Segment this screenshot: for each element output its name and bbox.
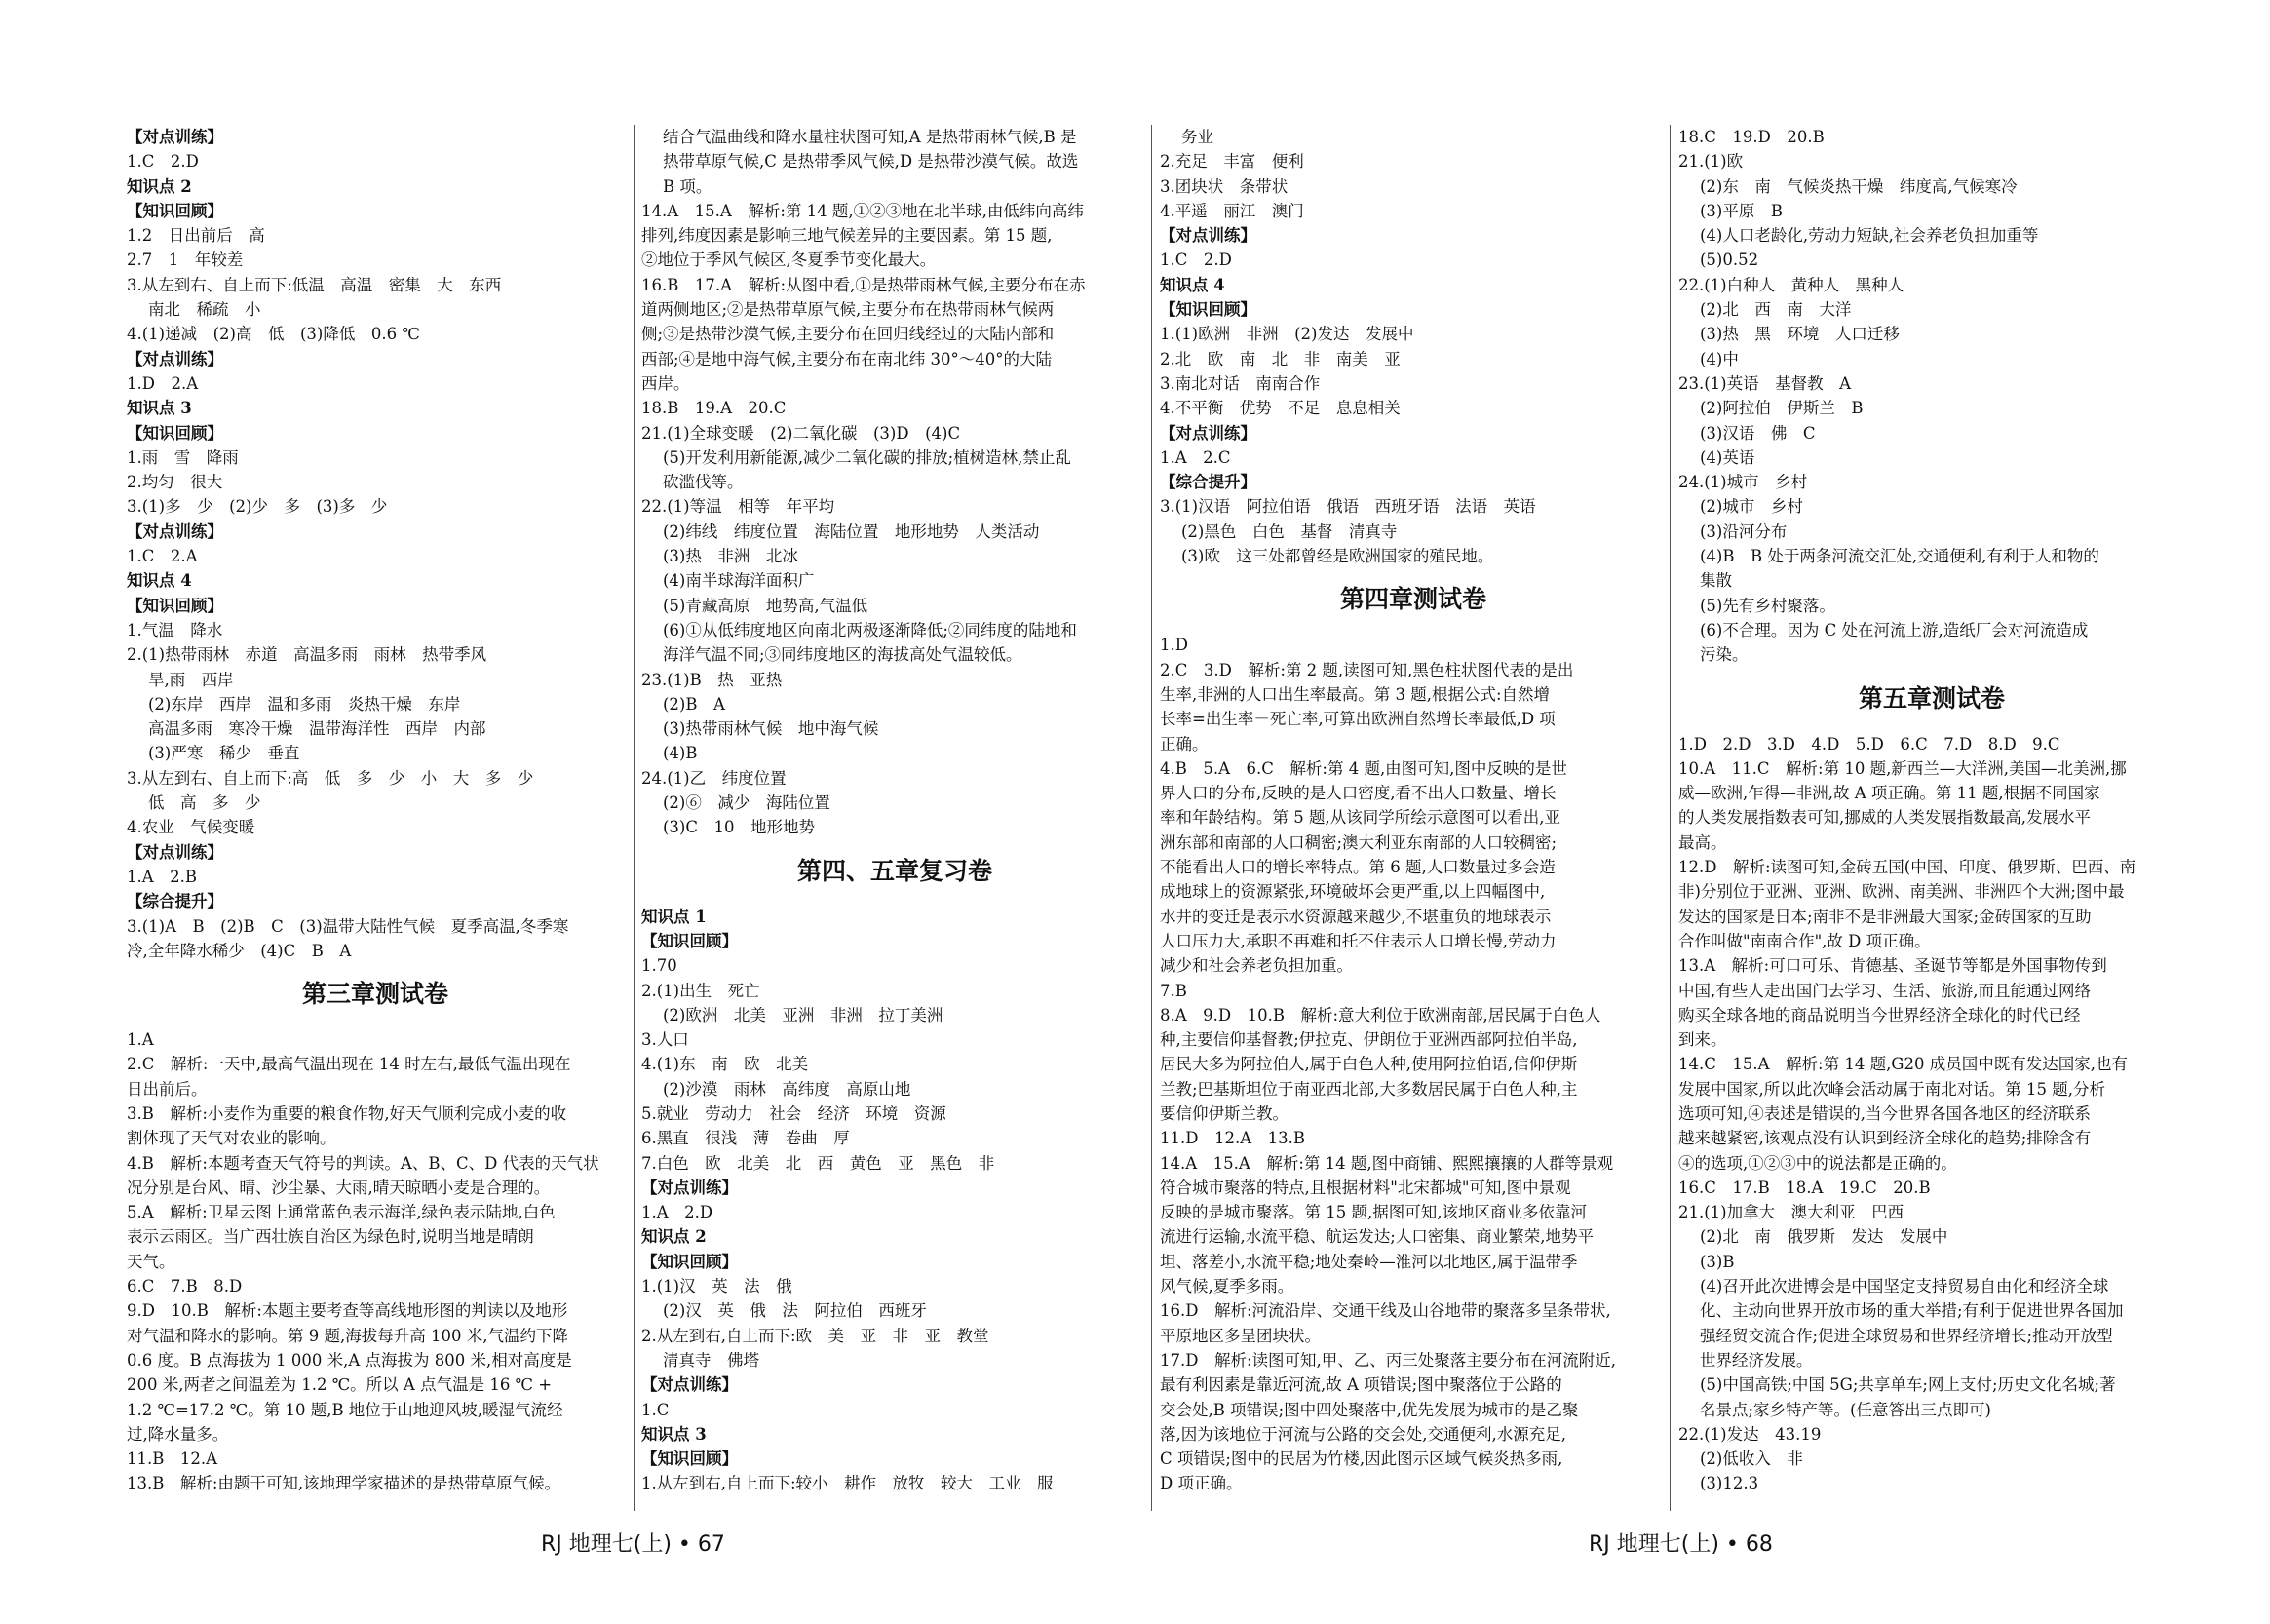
answer-line: 1.(1)汉 英 法 俄 [641,1277,792,1296]
answer-line: 2.7 1 年较差 [127,251,244,270]
section-tag: 【知识回顾】 [127,423,223,443]
answer-line: 24.(1)乙 纬度位置 [641,768,787,788]
answer-line: 化、主动向世界开放市场的重大举措;有利于促进世界各国加 [1700,1301,2124,1321]
section-tag: 【对点训练】 [641,1375,738,1395]
answer-line: 4.(1)递减 (2)高 低 (3)降低 0.6 ℃ [127,325,420,344]
answer-line: 13.A 解析:可口可乐、肯德基、圣诞节等都是外国事物传到 [1678,956,2107,976]
answer-line: 购买全球各地的商品说明当今世界经济全球化的时代已经 [1678,1005,2081,1025]
answer-line: 居民大多为阿拉伯人,属于白色人种,使用阿拉伯语,信仰伊斯 [1160,1055,1578,1074]
knowledge-point-label: 知识点 4 [127,571,192,591]
answer-line: 减少和社会养老负担加重。 [1160,956,1353,976]
answer-line: 16.B 17.A 解析:从图中看,①是热带雨林气候,主要分布在赤 [641,275,1086,294]
answer-line: 24.(1)城市 乡村 [1678,473,1808,492]
answer-line: (3)12.3 [1700,1474,1759,1493]
answer-line: 2.从左到右,自上而下:欧 美 亚 非 亚 教堂 [641,1326,989,1345]
answer-line: 1.D [1160,636,1188,655]
answer-line: 侧;③是热带沙漠气候,主要分布在回归线经过的大陆内部和 [641,325,1055,344]
answer-line: 16.D 解析:河流沿岸、交通干线及山谷地带的聚落多呈条带状, [1160,1301,1611,1321]
answer-line: 界人口的分布,反映的是人口密度,看不出人口数量、增长 [1160,784,1557,803]
answer-line: 0.6 度。B 点海拔为 1 000 米,A 点海拔为 800 米,相对高度是 [127,1350,572,1370]
answer-line: (4)B B 处于两条河流交汇处,交通便利,有利于人和物的 [1700,547,2099,566]
answer-line: 发达的国家是日本;南非不是非洲最大国家;金砖国家的互助 [1678,907,2092,926]
answer-line: 西部;④是地中海气候,主要分布在南北纬 30°～40°的大陆 [641,349,1053,368]
answer-line: ④的选项,①②③中的说法都是正确的。 [1678,1153,1957,1173]
answer-line: 率和年龄结构。第 5 题,从该同学所绘示意图可以看出,亚 [1160,808,1560,828]
knowledge-point-label: 知识点 4 [1160,275,1225,294]
section-tag: 【对点训练】 [1160,423,1256,443]
answer-line: (2)低收入 非 [1700,1450,1803,1469]
answer-line: 长率=出生率－死亡率,可算出欧洲自然增长率最低,D 项 [1160,710,1556,729]
knowledge-point-label: 知识点 1 [641,907,707,926]
answer-line: 21.(1)全球变暖 (2)二氧化碳 (3)D (4)C [641,423,961,443]
answer-line: 1.2 ℃=17.2 ℃。第 10 题,B 地位于山地迎风坡,暖湿气流经 [127,1400,563,1419]
answer-line: (3)热 黑 环境 人口迁移 [1700,325,1900,344]
answer-line: (2)欧洲 北美 亚洲 非洲 拉丁美洲 [663,1005,943,1025]
column-divider [1670,125,1671,1511]
answer-line: 越来越紧密,该观点没有认识到经济全球化的趋势;排除含有 [1678,1129,2092,1148]
answer-line: (2)北 西 南 大洋 [1700,300,1852,320]
answer-line: 22.(1)白种人 黄种人 黑种人 [1678,275,1904,294]
answer-line: (5)先有乡村聚落。 [1700,596,1835,615]
answer-line: 3.(1)汉语 阿拉伯语 俄语 西班牙语 法语 英语 [1160,497,1536,517]
answer-line: 16.C 17.B 18.A 19.C 20.B [1678,1178,1931,1197]
answer-line: (4)B [663,744,698,763]
answer-line: 不能看出人口的增长率特点。第 6 题,人口数量过多会造 [1160,858,1556,877]
answer-line: 况分别是台风、晴、沙尘暴、大雨,晴天晾晒小麦是合理的。 [127,1178,551,1197]
answer-line: 洲东部和南部的人口稠密;澳大利亚东南部的人口较稠密; [1160,832,1558,852]
answer-line: (5)青藏高原 地势高,气温低 [663,596,868,615]
answer-line: (3)严寒 稀少 垂直 [148,744,300,763]
answer-line: (2)黑色 白色 基督 清真寺 [1181,522,1398,541]
answer-line: 生率,非洲的人口出生率最高。第 3 题,根据公式:自然增 [1160,684,1551,704]
answer-line: 1.A [127,1030,154,1050]
answer-line: 1.气温 降水 [127,620,223,639]
answer-line: 流进行运输,水流平稳、航运发达;人口密集、商业繁荣,地势平 [1160,1227,1595,1247]
answer-line: 1.70 [641,956,677,976]
answer-line: 1.雨 雪 降雨 [127,447,239,467]
answer-line: 22.(1)发达 43.19 [1678,1424,1822,1444]
answer-line: 14.C 15.A 解析:第 14 题,G20 成员国中既有发达国家,也有 [1678,1055,2128,1074]
answer-column-3 [1160,125,1667,1496]
answer-line: 非)分别位于亚洲、亚洲、欧洲、南美洲、非洲四个大洲;图中最 [1678,882,2125,902]
answer-column-4 [1678,125,2185,1496]
answer-line: (3)汉语 佛 C [1700,423,1816,443]
section-tag: 【对点训练】 [1160,226,1256,246]
section-tag: 【对点训练】 [641,1178,738,1197]
section-tag: 【对点训练】 [127,842,223,862]
answer-line: 冷,全年降水稀少 (4)C B A [127,941,352,960]
answer-line: 1.A 2.B [127,867,198,886]
answer-line: 1.C 2.D [1160,251,1232,270]
answer-line: 1.D 2.D 3.D 4.D 5.D 6.C 7.D 8.D 9.C [1678,734,2060,754]
answer-line: 23.(1)B 热 亚热 [641,670,783,689]
answer-line: 2.(1)出生 死亡 [641,981,760,1000]
answer-line: 排列,纬度因素是影响三地气候差异的主要因素。第 15 题, [641,226,1053,246]
section-tag: 【知识回顾】 [127,201,223,220]
section-tag: 【知识回顾】 [641,1450,738,1469]
answer-line: 日出前后。 [127,1079,208,1099]
answer-line: 4.B 5.A 6.C 解析:第 4 题,由图可知,图中反映的是世 [1160,758,1567,778]
answer-line: (5)中国高铁;中国 5G;共享单车;网上支付;历史文化名城;著 [1700,1375,2116,1395]
answer-line: 低 高 多 少 [148,793,261,813]
answer-line: (3)C 10 地形地势 [663,818,815,837]
answer-line: 交会处,B 项错误;图中四处聚落中,优先发展为城市的是乙聚 [1160,1400,1579,1419]
column-divider [634,125,635,1511]
answer-line: 南北 稀疏 小 [148,300,261,320]
answer-line: 14.A 15.A 解析:第 14 题,①②③地在北半球,由低纬向高纬 [641,201,1084,220]
answer-line: (5)开发利用新能源,减少二氧化碳的排放;植树造林,禁止乱 [663,447,1071,467]
answer-line: 结合气温曲线和降水量柱状图可知,A 是热带雨林气候,B 是 [663,128,1077,146]
answer-line: 最有利因素是靠近河流,故 A 项错误;图中聚落位于公路的 [1160,1375,1562,1395]
answer-line: 名景点;家乡特产等。(任意答出三点即可) [1700,1400,1991,1419]
answer-line: 海洋气温不同;③同纬度地区的海拔高处气温较低。 [663,645,1022,665]
section-tag: 【对点训练】 [127,522,223,541]
answer-line: 1.(1)欧洲 非洲 (2)发达 发展中 [1160,325,1414,344]
answer-line: D 项正确。 [1160,1474,1243,1493]
section-tag: 【知识回顾】 [641,1252,738,1271]
answer-line: 5.就业 劳动力 社会 经济 环境 资源 [641,1103,946,1123]
answer-line: (2)阿拉伯 伊斯兰 B [1700,399,1864,418]
answer-line: 2.充足 丰富 便利 [1160,152,1304,172]
section-heading: 第三章测试卷 [301,980,448,1009]
answer-line: 3.从左到右、自上而下:低温 高温 密集 大 东西 [127,275,502,294]
answer-line: 选项可知,④表述是错误的,当今世界各国各地区的经济联系 [1678,1103,2091,1123]
answer-line: 3.团块状 条带状 [1160,176,1289,196]
answer-line: 发展中国家,所以此次峰会活动属于南北对话。第 15 题,分析 [1678,1079,2105,1099]
answer-line: (4)人口老龄化,劳动力短缺,社会养老负担加重等 [1700,226,2039,246]
answer-line: 务业 [1181,128,1213,146]
page-footer-left: RJ 地理七(上) • 67 [541,1532,725,1557]
answer-line: 最高。 [1678,832,1727,852]
answer-line: B 项。 [663,176,712,196]
answer-line: 23.(1)英语 基督教 A [1678,373,1852,393]
answer-line: 反映的是城市聚落。第 15 题,据图可知,该地区商业多依靠河 [1160,1203,1587,1222]
answer-line: 8.A 9.D 10.B 解析:意大利位于欧洲南部,居民属于白色人 [1160,1005,1601,1025]
answer-line: 3.南北对话 南南合作 [1160,373,1321,393]
answer-line: 符合城市聚落的特点,且根据材料"北宋都城"可知,图中景观 [1160,1178,1571,1197]
answer-line: 的人类发展指数表可知,挪威的人类发展指数最高,发展水平 [1678,808,2091,828]
section-tag: 【对点训练】 [127,128,223,146]
answer-line: (3)热带雨林气候 地中海气候 [663,719,879,739]
answer-line: (2)东岸 西岸 温和多雨 炎热干燥 东岸 [148,694,461,714]
answer-line: 集散 [1700,571,1732,591]
answer-line: 200 米,两者之间温差为 1.2 ℃。所以 A 点气温是 16 ℃ + [127,1375,553,1395]
section-heading: 第四、五章复习卷 [796,856,992,885]
answer-line: (2)纬线 纬度位置 海陆位置 地形地势 人类活动 [663,522,1040,541]
section-tag: 【知识回顾】 [641,931,738,950]
knowledge-point-label: 知识点 2 [641,1227,707,1247]
answer-line: 1.C 2.A [127,547,198,566]
answer-line: 风气候,夏季多雨。 [1160,1277,1294,1296]
answer-line: 坦、落差小,水流平稳;地处秦岭—淮河以北地区,属于温带季 [1160,1252,1578,1271]
page-footer-right: RJ 地理七(上) • 68 [1589,1532,1773,1557]
answer-line: 平原地区多呈团块状。 [1160,1326,1321,1345]
answer-line: 1.A 2.D [641,1203,713,1222]
section-tag: 【对点训练】 [127,349,223,368]
answer-line: (2)城市 乡村 [1700,497,1803,517]
answer-line: 3.(1)A B (2)B C (3)温带大陆性气候 夏季高温,冬季寒 [127,916,569,936]
knowledge-point-label: 知识点 3 [641,1424,707,1444]
answer-line: 4.不平衡 优势 不足 息息相关 [1160,399,1401,418]
answer-line: 6.C 7.B 8.D [127,1277,243,1296]
answer-line: (2)东 南 气候炎热干燥 纬度高,气候寒冷 [1700,176,2018,196]
section-tag: 【知识回顾】 [1160,300,1256,320]
answer-line: 过,降水量多。 [127,1424,229,1444]
knowledge-point-label: 知识点 2 [127,176,192,196]
answer-line: 11.B 12.A [127,1450,218,1469]
answer-line: ②地位于季风气候区,冬夏季节变化最大。 [641,251,937,270]
answer-line: (6)①从低纬度地区向南北两极逐渐降低;②同纬度的陆地和 [663,620,1077,639]
answer-line: 西岸。 [641,373,690,393]
answer-line: 威—欧洲,乍得—非洲,故 A 项正确。第 11 题,根据不同国家 [1678,784,2100,803]
answer-line: (3)沿河分布 [1700,522,1788,541]
answer-line: 2.C 解析:一天中,最高气温出现在 14 时左右,最低气温出现在 [127,1055,571,1074]
answer-line: 1.D 2.A [127,373,199,393]
answer-line: 要信仰伊斯兰教。 [1160,1103,1289,1123]
section-tag: 【综合提升】 [1160,473,1256,492]
answer-line: 天气。 [127,1252,175,1271]
answer-line: 世界经济发展。 [1700,1350,1813,1370]
answer-line: 落,因为该地位于河流与公路的交会处,交通便利,水源充足, [1160,1424,1566,1444]
answer-line: 正确。 [1160,734,1209,754]
answer-line: 1.2 日出前后 高 [127,226,265,246]
answer-line: 17.D 解析:读图可知,甲、乙、丙三处聚落主要分布在河流附近, [1160,1350,1617,1370]
answer-line: 18.B 19.A 20.C [641,399,787,418]
answer-line: 清真寺 佛塔 [663,1350,759,1370]
answer-line: 水井的变迁是表示水资源越来越少,不堪重负的地球表示 [1160,907,1552,926]
section-heading: 第五章测试卷 [1858,683,2005,713]
answer-line: 热带草原气候,C 是热带季风气候,D 是热带沙漠气候。故选 [663,152,1079,172]
answer-line: (3)欧 这三处都曾经是欧洲国家的殖民地。 [1181,547,1494,566]
answer-line: (2)汉 英 俄 法 阿拉伯 西班牙 [663,1301,927,1321]
answer-line: 11.D 12.A 13.B [1160,1129,1305,1148]
answer-line: 成地球上的资源紧张,环境破坏会更严重,以上四幅图中, [1160,882,1546,902]
answer-column-2 [641,125,1148,1496]
answer-line: 3.(1)多 少 (2)少 多 (3)多 少 [127,497,388,517]
answer-line: (4)召开此次进博会是中国坚定支持贸易自由化和经济全球 [1700,1277,2109,1296]
answer-line: 22.(1)等温 相等 年平均 [641,497,835,517]
answer-line: 1.从左到右,自上而下:较小 耕作 放牧 较大 工业 服 [641,1474,1054,1493]
answer-line: 高温多雨 寒冷干燥 温带海洋性 西岸 内部 [148,719,486,739]
answer-line: 3.人口 [641,1030,689,1050]
answer-line: 兰教;巴基斯坦位于南亚西北部,大多数居民属于白色人种,主 [1160,1079,1578,1099]
answer-line: 1.A 2.C [1160,447,1231,467]
answer-line: 4.农业 气候变暖 [127,818,255,837]
answer-line: 污染。 [1700,645,1749,665]
answer-line: 人口压力大,承职不再难和托不住表示人口增长慢,劳动力 [1160,931,1557,950]
answer-line: 到来。 [1678,1030,1727,1050]
answer-line: 旱,雨 西岸 [148,670,234,689]
answer-line: (2)⑥ 减少 海陆位置 [663,793,830,813]
answer-line: 2.北 欧 南 北 非 南美 亚 [1160,349,1401,368]
answer-line: 5.A 解析:卫星云图上通常蓝色表示海洋,绿色表示陆地,白色 [127,1203,556,1222]
answer-line: (2)B A [663,694,725,714]
answer-line: 1.C [641,1400,670,1419]
answer-line: 1.C 2.D [127,152,199,172]
answer-line: (3)热 非洲 北冰 [663,547,798,566]
answer-line: (5)0.52 [1700,251,1759,270]
answer-line: 21.(1)欧 [1678,152,1744,172]
answer-line: 道两侧地区;②是热带草原气候,主要分布在热带雨林气候两 [641,300,1055,320]
answer-line: C 项错误;图中的民居为竹楼,因此图示区域气候炎热多雨, [1160,1450,1563,1469]
answer-line: (2)北 南 俄罗斯 发达 发展中 [1700,1227,1948,1247]
answer-line: (4)英语 [1700,447,1755,467]
answer-line: 4.B 解析:本题考查天气符号的判读。A、B、C、D 代表的天气状 [127,1153,599,1173]
answer-line: 强经贸交流合作;促进全球贸易和世界经济增长;推动开放型 [1700,1326,2113,1345]
answer-line: 种,主要信仰基督教;伊拉克、伊朗位于亚洲西部阿拉伯半岛, [1160,1030,1578,1050]
answer-line: (6)不合理。因为 C 处在河流上游,造纸厂会对河流造成 [1700,620,2089,639]
answer-line: 14.A 15.A 解析:第 14 题,图中商铺、熙熙攘攘的人群等景观 [1160,1153,1614,1173]
section-heading: 第四章测试卷 [1339,585,1486,614]
answer-line: 12.D 解析:读图可知,金砖五国(中国、印度、俄罗斯、巴西、南 [1678,858,2136,877]
answer-column-1 [127,125,624,1496]
answer-line: (3)平原 B [1700,201,1783,220]
answer-line: 2.均匀 很大 [127,473,223,492]
section-tag: 【综合提升】 [127,892,223,911]
answer-line: (4)南半球海洋面积广 [663,571,815,591]
answer-line: 对气温和降水的影响。第 9 题,海拔每升高 100 米,气温约下降 [127,1326,568,1345]
answer-line: (3)B [1700,1252,1735,1271]
answer-line: 6.黑直 很浅 薄 卷曲 厚 [641,1129,850,1148]
answer-line: (2)沙漠 雨林 高纬度 高原山地 [663,1079,911,1099]
column-divider [1151,125,1152,1511]
answer-line: 表示云雨区。当广西壮族自治区为绿色时,说明当地是晴朗 [127,1227,534,1247]
answer-line: 割体现了天气对农业的影响。 [127,1129,336,1148]
answer-line: 中国,有些人走出国门去学习、生活、旅游,而且能通过网络 [1678,981,2091,1000]
answer-line: 9.D 10.B 解析:本题主要考查等高线地形图的判读以及地形 [127,1301,568,1321]
answer-line: 2.(1)热带雨林 赤道 高温多雨 雨林 热带季风 [127,645,487,665]
answer-line: 4.平遥 丽江 澳门 [1160,201,1304,220]
knowledge-point-label: 知识点 3 [127,399,192,418]
answer-line: 7.B [1160,981,1187,1000]
answer-line: 10.A 11.C 解析:第 10 题,新西兰—大洋洲,美国—北美洲,挪 [1678,758,2127,778]
answer-line: 7.白色 欧 北美 北 西 黄色 亚 黑色 非 [641,1153,995,1173]
answer-line: 3.B 解析:小麦作为重要的粮食作物,好天气顺利完成小麦的收 [127,1103,567,1123]
answer-line: 18.C 19.D 20.B [1678,128,1825,146]
answer-line: 13.B 解析:由题干可知,该地理学家描述的是热带草原气候。 [127,1474,561,1493]
answer-line: 合作叫做"南南合作",故 D 项正确。 [1678,931,1931,950]
answer-line: 砍滥伐等。 [663,473,744,492]
answer-line: 4.(1)东 南 欧 北美 [641,1055,809,1074]
section-tag: 【知识回顾】 [127,596,223,615]
answer-line: 21.(1)加拿大 澳大利亚 巴西 [1678,1203,1904,1222]
answer-line: (4)中 [1700,349,1739,368]
answer-line: 3.从左到右、自上而下:高 低 多 少 小 大 多 少 [127,768,534,788]
answer-line: 2.C 3.D 解析:第 2 题,读图可知,黑色柱状图代表的是出 [1160,660,1574,679]
